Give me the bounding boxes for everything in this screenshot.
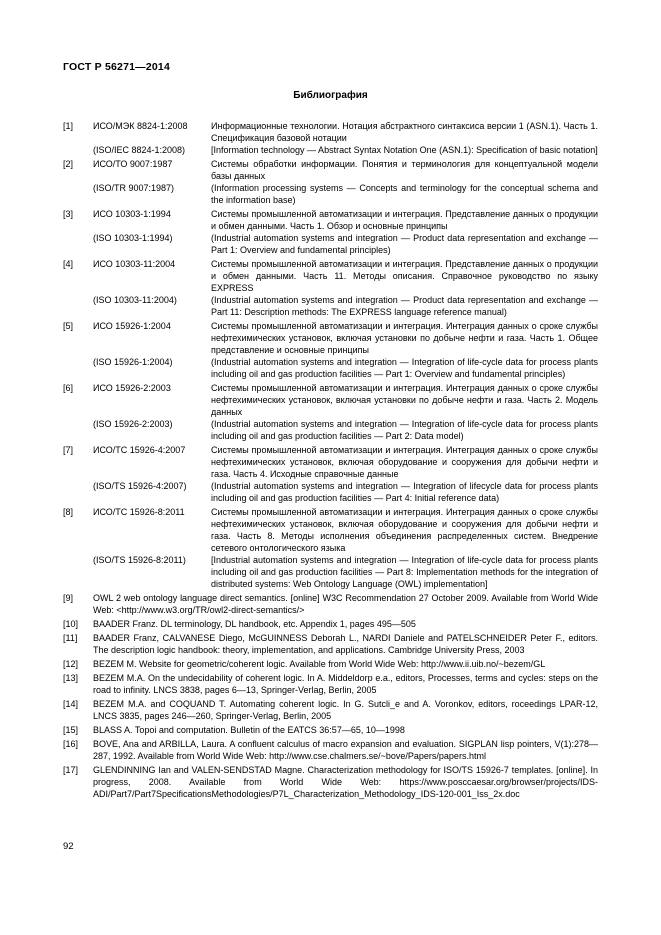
entry-code-english: (ISO/TS 15926-8:2011): [93, 555, 186, 565]
bibliography-entry-standard: [63, 444, 598, 504]
entry-number: [12]: [63, 659, 79, 669]
entry-description: BAADER Franz, CALVANESE Diego, McGUINNESS Deborah L., NARDI Daniele and PATELSCHNEIDER Peter F., editors. The description logic handbook: theory, implementation, and applications. Cambridge University Press, 2003: [93, 633, 598, 655]
entry-spacer: [63, 480, 93, 504]
entry-number: [13]: [63, 673, 79, 683]
entry-description-russian: Системы промышленной автоматизации и интеграция. Представление данных о продукции и обмен данными. Часть 1. Обзор и основные принципы: [211, 209, 598, 231]
entry-code-russian: ИСО 15926-2:2003: [93, 383, 171, 393]
entry-code-russian: ИСО 15926-1:2004: [93, 321, 171, 331]
entry-code-english: (ISO 10303-11:2004): [93, 295, 177, 305]
entry-spacer: [63, 294, 93, 318]
entry-description-russian: Системы промышленной автоматизации и интеграция. Интеграция данных о сроке службы нефтехимических установок, включая установки по добыче нефти и газа. Часть 2. Модель данных: [211, 383, 598, 417]
entry-spacer: [63, 232, 93, 256]
bibliography-entry-reference: [63, 724, 598, 736]
entry-code-russian: ИСО/ТС 15926-4:2007: [93, 445, 186, 455]
entry-description-russian: Системы промышленной автоматизации и интеграция. Интеграция данных о сроке службы нефтехимических установок, включая оборудование и сооружения для добычи нефти и газа. Часть 4. Исходные справочные данные: [211, 445, 598, 479]
bibliography-entry-standard: [63, 320, 598, 380]
document-header: ГОСТ Р 56271—2014: [63, 61, 171, 73]
entry-spacer: [63, 418, 93, 442]
bibliography-entry-standard: [63, 258, 598, 318]
entry-description-english: [Industrial automation systems and integration — Integration of life-cycle data for process plants including oil and gas production facilities — Part 8: Implementation methods for the integration of distributed systems: Web Ontology Language (OWL) implementation]: [211, 555, 598, 589]
entry-code-english: (ISO 10303-1:1994): [93, 233, 173, 243]
entry-description-english: (Industrial automation systems and integration — Integration of lifecycle data for process plants including oil and gas production facilities — Part 4: Initial reference data): [211, 481, 598, 503]
page-number: 92: [63, 841, 74, 852]
entry-description-english: (Industrial automation systems and integration — Integration of life-cycle data for process plants including oil and gas production facilities — Part 1: Overview and fundamental principles): [211, 357, 598, 379]
bibliography-entry-standard: [63, 506, 598, 590]
entry-description: BEZEM M.A. and COQUAND T. Automating coherent logic. In G. Sutcli_e and A. Voronkov, editors, roceedings LPAR-12, LNCS 3835, pages 246—260, Springer-Verlag, Berlin, 2005: [93, 699, 598, 721]
entry-description-russian: Информационные технологии. Нотация абстрактного синтаксиса версии 1 (ASN.1). Часть 1. Спецификация базовой нотации: [211, 121, 598, 143]
entry-description-russian: Системы промышленной автоматизации и интеграция. Интеграция данных о сроке службы нефтехимических установок, включая установки по добыче нефти и газа. Часть 1. Общее представление и основные принципы: [211, 321, 598, 355]
entry-description-english: (Industrial automation systems and integration — Product data representation and exchange — Part 1: Overview and fundamental principles): [211, 233, 598, 255]
entry-number: [5]: [63, 321, 74, 331]
bibliography-entry-standard: [63, 120, 598, 156]
bibliography-entry-reference: [63, 592, 598, 616]
entry-description-russian: Системы промышленной автоматизации и интеграция. Интеграция данных о сроке службы нефтехимических установок, включая оборудование и сооружения для добычи нефти и газа. Часть 8. Методы исполнения объединения распределенных систем. Внедрение сетевого онтологического языка: [211, 507, 598, 553]
entry-description: BAADER Franz. DL terminology, DL handbook, etc. Appendix 1, pages 495—505: [93, 619, 416, 629]
entry-description: OWL 2 web ontology language direct semantics. [online] W3C Recommendation 27 October 2009. Available from World Wide Web: <http://www.w3.org/TR/owl2-direct-semantics/>: [93, 593, 598, 615]
entry-description-english: (Information processing systems — Concepts and terminology for the conceptual schema and the information base): [211, 183, 598, 205]
entry-number: [7]: [63, 445, 74, 455]
entry-code-english: (ISO 15926-1:2004): [93, 357, 173, 367]
bibliography-entry-standard: [63, 382, 598, 442]
entry-number: [3]: [63, 209, 74, 219]
bibliography-entry-reference: [63, 632, 598, 656]
entry-description-russian: Системы обработки информации. Понятия и терминология для концептуальной модели базы данных: [211, 159, 598, 181]
entry-description: GLENDINNING Ian and VALEN-SENDSTAD Magne. Characterization methodology for ISO/TS 15926-7 templates. [online]. In progress, 2008. Available from World Wide Web: https://www.posccaesar.org/browser/projects/IDS-ADI/Part7/Part7SpecificationsMethodologies/P7L_Characterization_Methodology_IDS-120-001_Iss_2x.doc: [93, 765, 598, 799]
bibliography-entry-reference: [63, 672, 598, 696]
bibliography-entry-reference: [63, 658, 598, 670]
bibliography-entry-reference: [63, 764, 598, 800]
bibliography-entry-reference: [63, 618, 598, 630]
entry-spacer: [63, 554, 93, 590]
entry-code-russian: ИСО/ТО 9007:1987: [93, 159, 173, 169]
entry-number: [6]: [63, 383, 74, 393]
entry-description: BOVE, Ana and ARBILLA, Laura. A confluent calculus of macro expansion and evaluation. SIGPLAN lisp pointers, V(1):278—287, 1992. Available from World Wide Web: http://www.cse.chalmers.se/~bove/Papers/papers.html: [93, 739, 598, 761]
entry-description-english: (Industrial automation systems and integration — Integration of life-cycle data for process plants including oil and gas production facilities — Part 2: Data model): [211, 419, 598, 441]
page-title: Библиография: [293, 90, 368, 101]
entry-code-russian: ИСО/МЭК 8824-1:2008: [93, 121, 188, 131]
bibliography-entry-reference: [63, 698, 598, 722]
entry-number: [10]: [63, 619, 79, 629]
entry-number: [8]: [63, 507, 74, 517]
bibliography-entry-standard: [63, 158, 598, 206]
entry-description: BEZEM M. Website for geometric/coherent logic. Available from World Wide Web: http://www.ii.uib.no/~bezem/GL: [93, 659, 546, 669]
entry-spacer: [63, 144, 93, 156]
entry-number: [15]: [63, 725, 79, 735]
entry-spacer: [63, 356, 93, 380]
entry-number: [4]: [63, 259, 74, 269]
entry-description-russian: Системы промышленной автоматизации и интеграция. Представление данных о продукции и обмен данными. Часть 11. Методы описания. Справочное руководство по языку EXPRESS: [211, 259, 598, 293]
entry-code-english: (ISO/IEC 8824-1:2008): [93, 145, 186, 155]
entry-description: BLASS A. Topoi and computation. Bulletin of the EATCS 36:57—65, 10—1998: [93, 725, 405, 735]
entry-number: [11]: [63, 633, 78, 643]
entry-number: [16]: [63, 739, 79, 749]
entry-number: [14]: [63, 699, 79, 709]
entry-description-english: (Industrial automation systems and integration — Product data representation and exchange — Part 11: Description methods: The EXPRESS language reference manual): [211, 295, 598, 317]
bibliography-entry-standard: [63, 208, 598, 256]
entry-number: [1]: [63, 121, 74, 131]
entry-code-english: (ISO/TS 15926-4:2007): [93, 481, 187, 491]
entry-code-russian: ИСО/ТС 15926-8:2011: [93, 507, 185, 517]
entry-code-russian: ИСО 10303-11:2004: [93, 259, 176, 269]
bibliography-list: [63, 120, 598, 802]
entry-description: BEZEM M.A. On the undecidability of coherent logic. In A. Middeldorp e.a., editors, Processes, terms and cycles: steps on the road to infinity. LNCS 3838, pages 6—13, Springer-Verlag, Berlin, 2005: [93, 673, 598, 695]
entry-number: [2]: [63, 159, 74, 169]
entry-number: [17]: [63, 765, 79, 775]
entry-code-english: (ISO/TR 9007:1987): [93, 183, 175, 193]
entry-spacer: [63, 182, 93, 206]
entry-code-english: (ISO 15926-2:2003): [93, 419, 173, 429]
entry-description-english: [Information technology — Abstract Syntax Notation One (ASN.1): Specification of basic notation]: [211, 145, 598, 155]
bibliography-entry-reference: [63, 738, 598, 762]
entry-number: [9]: [63, 593, 74, 603]
entry-code-russian: ИСО 10303-1:1994: [93, 209, 171, 219]
